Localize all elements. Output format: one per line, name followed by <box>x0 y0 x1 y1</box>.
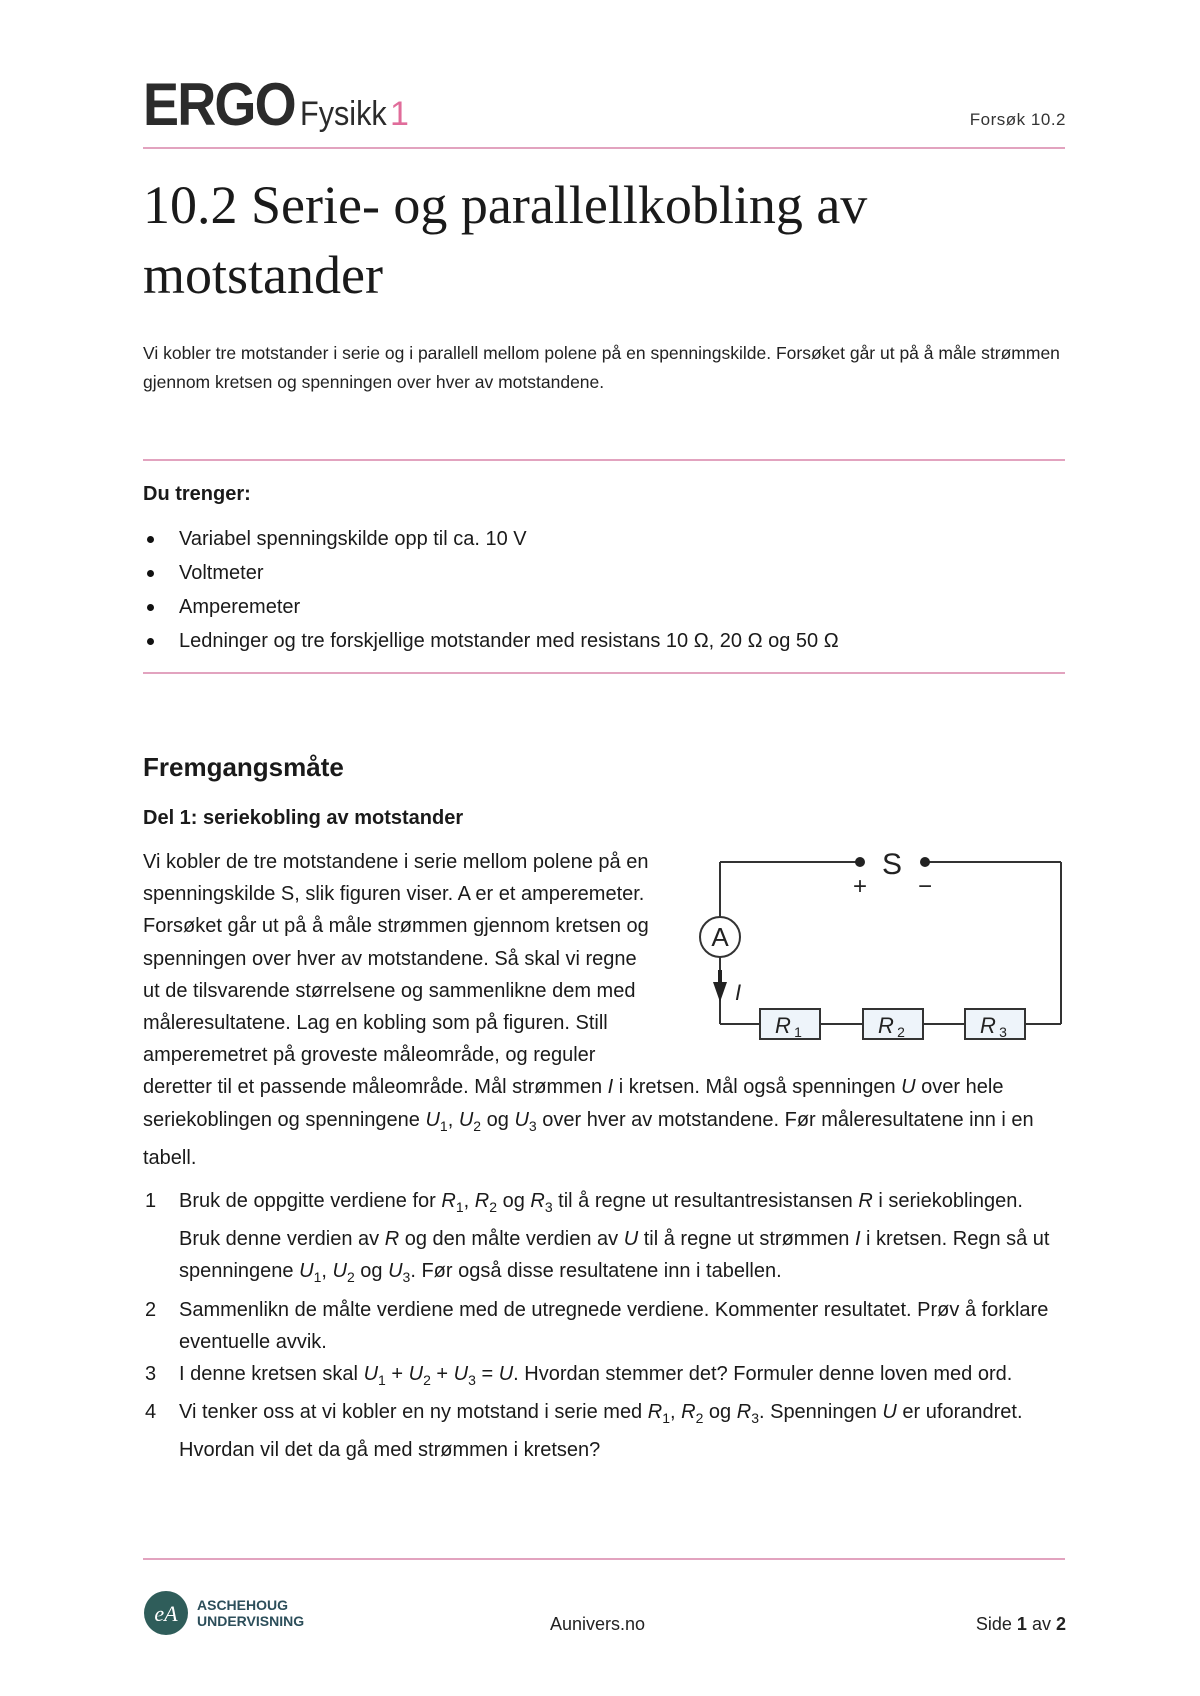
page-number: Side 1 av 2 <box>975 1614 1066 1634</box>
needs-bottom-divider <box>143 672 1065 674</box>
ergo-fysikk-logo <box>143 70 409 139</box>
needs-top-divider <box>143 459 1065 461</box>
task-list <box>143 1185 1065 1467</box>
publisher-line-2: UNDERVISNING <box>197 1613 305 1629</box>
site-link[interactable]: Aunivers.no <box>550 1614 646 1634</box>
svg-text:eA: eA <box>154 1601 178 1626</box>
series-circuit-diagram <box>695 842 1071 1042</box>
procedure-heading: Fremgangsmåte <box>143 752 344 782</box>
needs-item: Voltmeter <box>143 556 1063 590</box>
footer-divider <box>143 1558 1065 1560</box>
resistor-r3-index: 3 <box>999 1024 1007 1040</box>
part1-paragraph: Vi kobler de tre motstandene i serie mellom polene på en spenningskilde S, slik figuren viser. A er et amperemeter. Forsøket går ut på å måle strømmen gjennom kretsen og spenningen over hver av motstandene. Så skal vi regne ut de tilsvarende størrelsene og sammenlikne dem med måleresultatene. Lag en kobling som på figuren. Still amperemetret på groveste måleområde, og reguler deretter til et passende måleområde. Mål strømmen I i kretsen. Mål også spenningen U over hele seriekoblingen og spenningene $U_1$, $U_2$ og $U_3$ over hver av motstandene. Før måleresultatene inn i en tabell. <box>143 846 1063 1174</box>
resistor-r2-label: R <box>878 1013 894 1038</box>
task-item: 2 Sammenlikn de målte verdiene med de utregnede verdiene. Kommenter resultatet. Prøv å forklare eventuelle avvik. <box>145 1298 1049 1353</box>
source-terminal-plus <box>855 857 865 867</box>
resistor-r1-index: 1 <box>794 1024 802 1040</box>
plus-label: + <box>852 873 868 900</box>
source-label: S <box>881 848 903 881</box>
aschehoug-emblem-icon <box>143 1590 189 1636</box>
logo-ergo: ERGO <box>143 71 295 138</box>
intro-paragraph: Vi kobler tre motstander i serie og i parallell mellom polene på en spenningskilde. Forsøket går ut på å måle strømmen gjennom kretsen og spenningen over hver av motstandene. <box>143 343 1060 392</box>
logo-fysikk: Fysikk <box>299 95 387 133</box>
resistor-r1-label: R <box>775 1013 791 1038</box>
minus-label: − <box>917 873 933 900</box>
source-terminal-minus <box>920 857 930 867</box>
current-label: I <box>735 980 742 1005</box>
needs-item: Ledninger og tre forskjellige motstander med resistans 10 Ω, 20 Ω og 50 Ω <box>143 624 1063 658</box>
aschehoug-logo <box>143 1590 304 1636</box>
page-title: 10.2 Serie- og parallellkobling av motstander <box>143 175 868 305</box>
resistor-r2-index: 2 <box>897 1024 905 1040</box>
experiment-label: Forsøk 10.2 <box>969 110 1066 129</box>
task-item: 4 Vi tenker oss at vi kobler en ny motstand i serie med $R_1$, $R_2$ og $R_3$. Spenningen U er uforandret. Hvordan vil det da gå med strømmen i kretsen? <box>145 1401 1023 1462</box>
task-item: 3 I denne kretsen skal $U_1 + U_2 + U_3 = U$. Hvordan stemmer det? Formuler denne loven med ord. <box>145 1363 1013 1389</box>
needs-item: Amperemeter <box>143 590 1063 624</box>
logo-number: 1 <box>390 95 409 133</box>
part1-heading: Del 1: seriekobling av motstander <box>143 807 464 829</box>
ammeter-label: A <box>711 922 729 952</box>
resistor-r3-label: R <box>980 1013 996 1038</box>
header-divider <box>143 147 1065 149</box>
publisher-line-1: ASCHEHOUG <box>197 1597 289 1613</box>
needs-list <box>143 522 1063 658</box>
needs-title: Du trenger: <box>143 483 251 505</box>
needs-item: Variabel spenningskilde opp til ca. 10 V <box>143 522 1063 556</box>
task-item: 1 Bruk de oppgitte verdiene for $R_1$, $R_2$ og $R_3$ til å regne ut resultantresistansen R i seriekoblingen. Bruk denne verdien av R og den målte verdien av U til å regne ut strømmen I i kretsen. Regn så ut spenningene $U_1$, $U_2$ og $U_3$. Før også disse resultatene inn i tabellen. <box>145 1190 1050 1286</box>
